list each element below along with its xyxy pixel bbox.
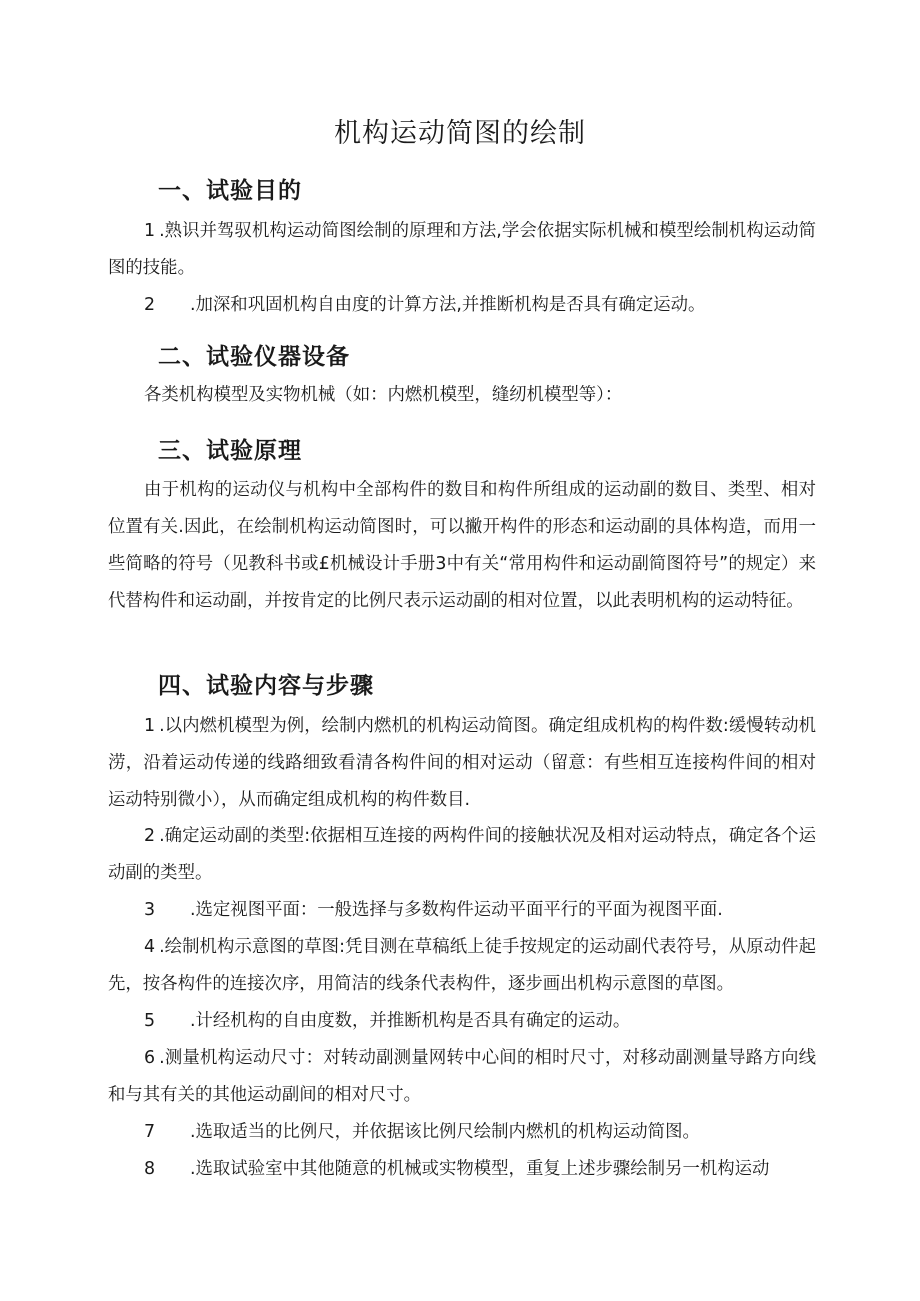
list-item [108, 287, 816, 324]
list-item [108, 708, 816, 819]
list-item [108, 1114, 816, 1151]
item-number: 3 [144, 900, 156, 920]
item-number: 4 [144, 937, 156, 957]
item-number: 5 [144, 1011, 156, 1031]
item-text: .确定运动副的类型:依据相互连接的两构件间的接触状况及相对运动特点，确定各个运动副的类型。 [108, 826, 816, 883]
item-text: .熟识并驾驭机构运动简图绘制的原理和方法,学会依据实际机械和模型绘制机构运动简图的技能。 [108, 221, 816, 278]
equipment-text: 各类机构模型及实物机械（如：内燃机模型，缝纫机模型等）： [144, 385, 623, 405]
section-heading-purpose: 一、试验目的 [158, 178, 302, 204]
item-text: .选取试验室中其他随意的机械或实物模型，重复上述步骤绘制另一机构运动 [190, 1159, 770, 1179]
item-text: .计经机构的自由度数，并推断机构是否具有确定的运动。 [190, 1011, 631, 1031]
item-number: 2 [144, 826, 156, 846]
item-number: 2 [144, 295, 156, 315]
item-text: .测量机构运动尺寸：对转动副测量网转中心间的相时尺寸，对移动副测量导路方向线和与其有关的其他运动副间的相对尺寸。 [108, 1048, 816, 1105]
item-text: .绘制机构示意图的草图:凭目测在草稿纸上徒手按规定的运动副代表符号，从原动件起先，按各构件的连接次序，用简洁的线条代表构件，逐步画出机构示意图的草图。 [108, 937, 816, 994]
page-title: 机构运动简图的绘制 [334, 118, 586, 149]
section-heading-equipment: 二、试验仪器设备 [158, 344, 350, 370]
item-text: .加深和巩固机构自由度的计算方法,并推断机构是否具有确定运动。 [190, 295, 706, 315]
list-item [108, 818, 816, 892]
list-item [108, 1003, 816, 1040]
list-item [108, 892, 816, 929]
item-number: 1 [144, 221, 156, 241]
item-number: 8 [144, 1159, 156, 1179]
principle-text: 由于机构的运动仪与机构中全部构件的数目和构件所组成的运动副的数目、类型、相对位置有关.因此，在绘制机构运动简图时，可以撇开构件的形态和运动副的具体构造，而用一些简略的符号（见教科书或£机械设计手册3中有关“常用构件和运动副简图符号”的规定）来代替构件和运动副，并按肯定的比例尺表示运动副的相对位置，以此表明机构的运动特征。 [108, 480, 816, 611]
list-item [108, 213, 816, 287]
section-heading-steps: 四、试验内容与步骤 [158, 673, 374, 699]
section-heading-principle: 三、试验原理 [158, 438, 302, 464]
list-item [108, 1040, 816, 1114]
list-item [108, 929, 816, 1003]
item-number: 7 [144, 1122, 156, 1142]
item-number: 6 [144, 1048, 156, 1068]
item-text: .选定视图平面：一般选择与多数构件运动平面平行的平面为视图平面. [190, 900, 723, 920]
item-text: .以内燃机模型为例，绘制内燃机的机构运动简图。确定组成机构的构件数:缓慢转动机涝，沿着运动传递的线路细致看清各构件间的相对运动（留意：有些相互连接构件间的相对运动特别微小），从而确定组成机构的构件数目. [108, 716, 816, 810]
item-number: 1 [144, 716, 156, 736]
item-text: .选取适当的比例尺，并依据该比例尺绘制内燃机的机构运动简图。 [190, 1122, 700, 1142]
list-item [108, 1151, 816, 1188]
